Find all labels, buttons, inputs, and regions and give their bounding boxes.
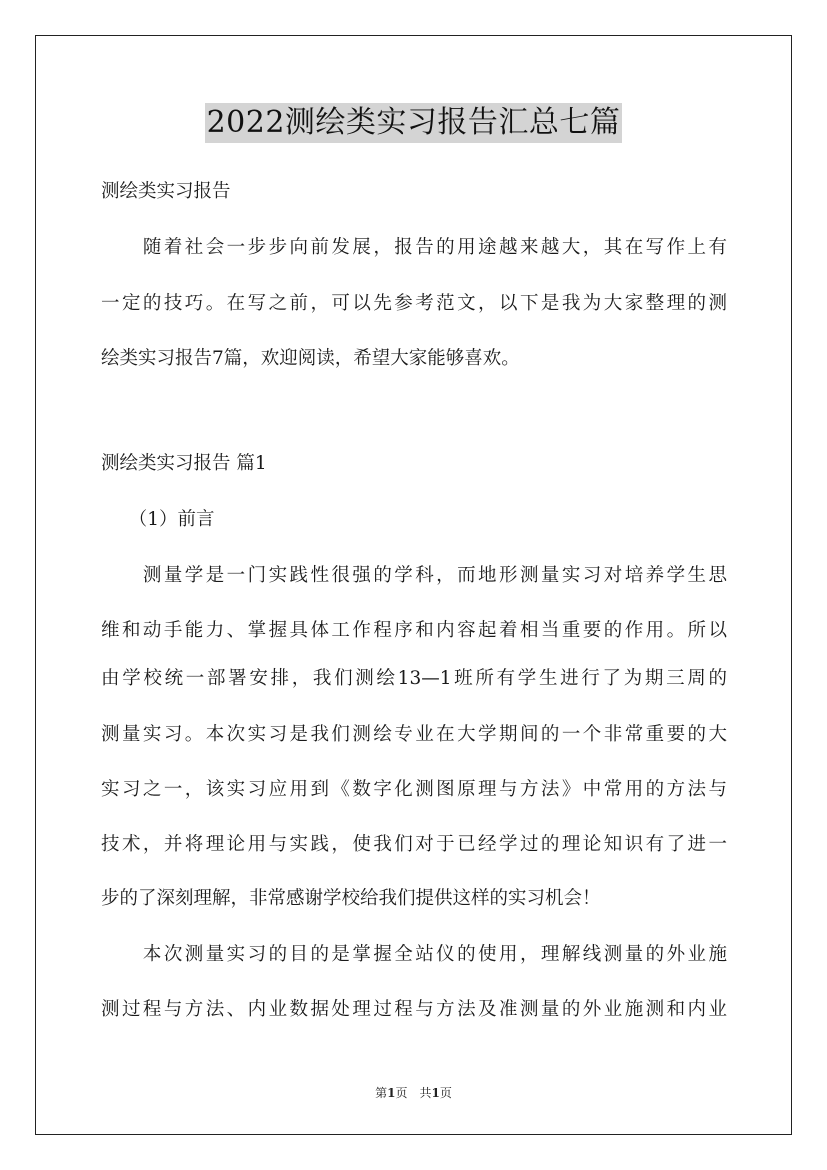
section-heading: 测绘类实习报告 — [101, 181, 231, 202]
subsection-heading: （1）前言 — [101, 509, 215, 530]
title-wrap — [0, 103, 827, 143]
footer-suffix: 页 — [439, 1086, 452, 1100]
page-footer — [0, 1084, 827, 1101]
paragraph-line: 实习之一，该实习应用到《数字化测图原理与方法》中常用的方法与 — [101, 779, 727, 800]
paragraph-line: 技术，并将理论用与实践，使我们对于已经学过的理论知识有了进一 — [101, 834, 727, 855]
paragraph-line: 测过程与方法、内业数据处理过程与方法及准测量的外业施测和内业 — [101, 999, 727, 1020]
document-title: 2022测绘类实习报告汇总七篇 — [205, 103, 623, 143]
paragraph-line: 维和动手能力、掌握具体工作程序和内容起着相当重要的作用。所以 — [101, 620, 727, 641]
paragraph-line: 绘类实习报告7篇，欢迎阅读，希望大家能够喜欢。 — [101, 348, 520, 369]
paragraph-line: 本次测量实习的目的是掌握全站仪的使用，理解线测量的外业施 — [101, 944, 727, 965]
page-number: 1 — [387, 1086, 396, 1100]
paragraph-line: 随着社会一步步向前发展，报告的用途越来越大，其在写作上有 — [101, 237, 727, 258]
total-pages: 1 — [431, 1086, 440, 1100]
footer-mid: 页 共 — [395, 1086, 432, 1100]
paragraph-line: 测量实习。本次实习是我们测绘专业在大学期间的一个非常重要的大 — [101, 724, 727, 745]
paragraph-line: 测量学是一门实践性很强的学科，而地形测量实习对培养学生思 — [101, 565, 727, 586]
paragraph-line: 一定的技巧。在写之前，可以先参考范文，以下是我为大家整理的测 — [101, 293, 727, 314]
section-heading: 测绘类实习报告 篇1 — [101, 453, 267, 474]
paragraph-line: 由学校统一部署安排，我们测绘13—1班所有学生进行了为期三周的 — [101, 668, 727, 689]
paragraph-line: 步的了深刻理解，非常感谢学校给我们提供这样的实习机会！ — [101, 888, 601, 909]
footer-prefix: 第 — [375, 1086, 388, 1100]
